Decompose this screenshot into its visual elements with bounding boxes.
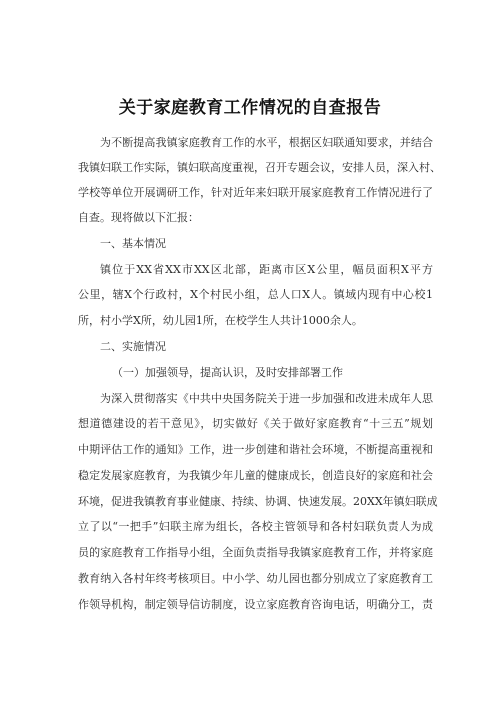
body-line: 镇位于XX省XX市XX区北部，距离市区X公里，幅员面积X平方	[100, 263, 433, 276]
document-title: 关于家庭教育工作情况的自查报告	[118, 98, 382, 118]
section-heading: 一、基本情况	[100, 237, 166, 250]
body-line: 稳定发展家庭教育，为我镇少年儿童的健康成长，创造良好的家庭和社会	[78, 469, 433, 482]
body-line: 立了以“一把手”妇联主席为组长，各校主管领导和各村妇联负责人为成	[78, 520, 433, 533]
intro-line: 为不断提高我镇家庭教育工作的水平，根据区妇联通知要求，并结合	[100, 136, 433, 149]
body-line: 环境，促进我镇教育事业健康、持续、协调、快速发展。20XX年镇妇联成	[78, 495, 438, 508]
body-line: 想道德建设的若干意见》，切实做好《关于做好家庭教育“十三五”规划	[78, 417, 433, 430]
subsection-heading: （一）加强领导，提高认识，及时安排部署工作	[112, 366, 343, 379]
body-line: 作领导机构，制定领导信访制度，设立家庭教育咨询电话，明确分工，责	[78, 598, 433, 611]
intro-line: 我镇妇联工作实际，镇妇联高度重视，召开专题会议，安排人员，深入村、	[78, 161, 441, 174]
body-line: 员的家庭教育工作指导小组，全面负责指导我镇家庭教育工作，并将家庭	[78, 546, 433, 559]
body-line: 教育纳入各村年终考核项目。中小学、幼儿园也都分别成立了家庭教育工	[78, 572, 433, 585]
body-line: 所，村小学X所，幼儿园1所，在校学生人共计1000余人。	[78, 314, 363, 327]
body-line: 为深入贯彻落实《中共中央国务院关于进一步加强和改进未成年人思	[100, 392, 433, 405]
body-line: 中期评估工作的通知》工作，进一步创建和谐社会环境，不断提高重视和	[78, 443, 433, 456]
intro-line: 学校等单位开展调研工作，针对近年来妇联开展家庭教育工作情况进行了	[78, 186, 433, 199]
body-line: 公里，辖X个行政村，X个村民小组，总人口X人。镇域内现有中心校1	[78, 288, 433, 301]
section-heading: 二、实施情况	[100, 340, 166, 353]
intro-line: 自查。现将做以下汇报：	[78, 211, 199, 224]
